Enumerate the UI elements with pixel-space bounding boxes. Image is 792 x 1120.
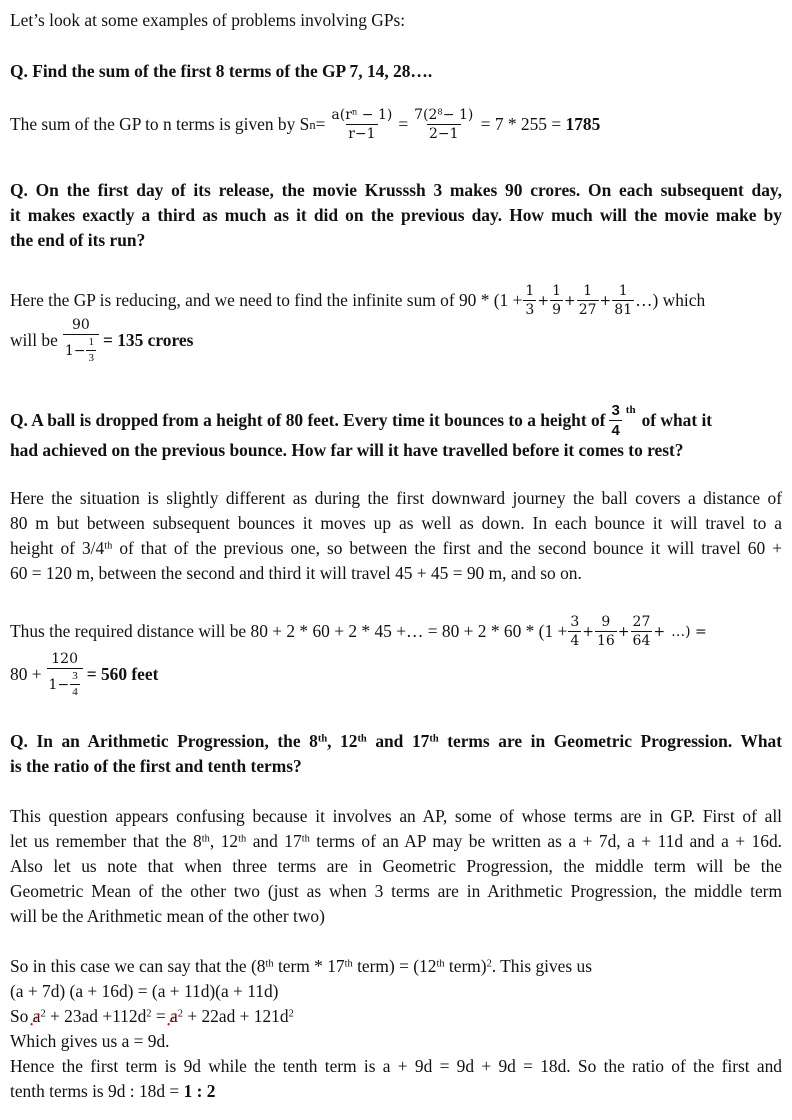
q1-formula-fraction — [329, 108, 394, 141]
q2-frac-2-den: 9 — [552, 302, 561, 318]
q4-s3-a: So — [10, 1006, 33, 1026]
q4-s3-sq-3: 2 — [177, 1008, 183, 1020]
q4-s3-sq-4: 2 — [288, 1008, 294, 1020]
q1-f2-num-a: 7(2 — [414, 107, 438, 123]
q4-solution-line6 — [10, 1083, 215, 1100]
q2-big-num: 90 — [71, 317, 90, 333]
q2-frac-3 — [577, 284, 599, 317]
q3-para3-a: height of 3/4 — [10, 538, 105, 558]
q3-question-line1 — [10, 403, 782, 438]
q4-p2-th-2: th — [238, 833, 247, 845]
q4-question-line2: is the ratio of the first and tenth terms? — [10, 756, 302, 776]
q3-plus-3: + — [653, 623, 666, 640]
q3-thus-suffix: …) = — [671, 623, 707, 640]
q3-nested-den: 4 — [72, 686, 78, 698]
q4-q-a: Q. In an Arithmetic Progression, the 8 — [10, 731, 318, 751]
q1-eq2: = — [398, 113, 409, 134]
q4-s1-a: So in this case we can say that the (8 — [10, 956, 266, 976]
q3-frac-3 — [631, 615, 653, 648]
q4-s6-a: tenth terms is 9d : 18d = — [10, 1081, 184, 1101]
q2-nested-den: 3 — [88, 352, 94, 364]
q3-result: = 560 feet — [86, 664, 159, 685]
q3-para-line3 — [10, 540, 782, 557]
q4-th-3: th — [429, 733, 439, 745]
q3-para-line2: 80 m but between subsequent bounces it moves up as well as down. In each bounce it will travel to a — [10, 513, 782, 533]
q2-question-line2: it makes exactly a third as much as it did on the previous day. How much will the movie make by — [10, 205, 782, 225]
q4-s1-th-2: th — [344, 958, 353, 970]
q4-s3-c: = — [151, 1006, 171, 1026]
q3-big-den-a: 1− — [48, 676, 70, 693]
q2-question-line3: the end of its run? — [10, 230, 146, 250]
q2-frac-3-den: 27 — [578, 302, 597, 318]
q4-solution-line5: Hence the first term is 9d while the tenth term is a + 9d = 9d + 9d = 18d. So the ratio of the first and — [10, 1056, 782, 1076]
q4-para-line5: will be the Arithmetic mean of the other two) — [10, 906, 325, 926]
q4-solution-line1 — [10, 958, 592, 975]
q3-final-prefix: 80 + — [10, 664, 42, 685]
q1-f2-den: 2−1 — [428, 126, 459, 142]
q3-frac-2-num: 9 — [601, 614, 611, 630]
q1-answer: The sum of the GP to n terms is given by S n = $\frac{a(r^n - 1)}{r-1}$ = $\frac{7(2^8- 1)}{2-1}$ = 7 * 255 = 1785 — [10, 106, 601, 142]
q4-p2-c: and 17 — [246, 831, 302, 851]
q4-p2-a: let us remember that the 8 — [10, 831, 202, 851]
q1-f1-num-a: a(r — [331, 107, 352, 123]
q2-frac-1 — [523, 284, 536, 317]
q4-solution-line4: Which gives us a = 9d. — [10, 1031, 170, 1051]
q1-answer-prefix: The sum of the GP to n terms is given by S — [10, 113, 310, 134]
q1-f1-num-sup: n — [351, 106, 358, 117]
q1-f1-den: r−1 — [348, 126, 376, 142]
q4-th-1: th — [317, 733, 328, 745]
q2-plus-1: + — [537, 292, 550, 309]
q2-answer-suffix: …) which — [635, 289, 706, 310]
q3-nested-fraction — [70, 671, 80, 698]
q1-question: Q. Find the sum of the first 8 terms of the GP 7, 14, 28…. — [10, 61, 433, 81]
q3-frac-3-den: 64 — [632, 633, 651, 649]
q2-nested-num: 1 — [88, 336, 94, 348]
q3-para3-sup: th — [104, 540, 113, 552]
q4-p2-d: terms of an AP may be written as a + 7d, a + 11d and a + 16d. — [309, 831, 782, 851]
q4-solution-line2: (a + 7d) (a + 16d) = (a + 11d)(a + 11d) — [10, 981, 279, 1001]
q3-frac-1-den: 4 — [570, 633, 580, 649]
q3-frac-1 — [568, 615, 581, 648]
q4-s3-sq-2: 2 — [146, 1008, 152, 1020]
q2-frac-3-num: 1 — [583, 283, 593, 299]
q3-big-num: 120 — [51, 651, 78, 667]
q2-frac-2-num: 1 — [552, 283, 561, 299]
q3-para3-b: of that of the previous one, so between the first and the second bounce it will travel 60 + — [112, 538, 783, 558]
q4-para-line1: This question appears confusing because it involves an AP, some of whose terms are in GP. First of all — [10, 806, 782, 826]
q4-s1-b: term * 17 — [273, 956, 345, 976]
q4-para-line4: Geometric Mean of the other two (just as when 3 terms are in Arithmetic Progression, the middle term — [10, 881, 782, 901]
q4-s3-sq-1: 2 — [40, 1008, 46, 1020]
q4-s3-a-term-1: a — [32, 1006, 41, 1026]
q4-s1-th-3: th — [436, 958, 445, 970]
q2-frac-4-den: 81 — [614, 302, 633, 318]
q3-para-line4: 60 = 120 m, between the second and third it will travel 45 + 45 = 90 m, and so on. — [10, 563, 582, 583]
q4-q-b: , 12 — [327, 731, 358, 751]
q2-will-be: will be — [10, 330, 58, 351]
q4-s1-d: term) — [444, 956, 487, 976]
q4-s1-th-1: th — [265, 958, 274, 970]
q4-p2-th-1: th — [201, 833, 210, 845]
q1-result: 1785 — [565, 113, 601, 134]
q3-frac-2-den: 16 — [596, 633, 615, 649]
q2-result-fraction — [63, 318, 99, 364]
q4-p2-b: , 12 — [209, 831, 239, 851]
q2-question-line1: Q. On the first day of its release, the movie Krusssh 3 makes 90 crores. On each subsequent day, — [10, 180, 782, 200]
q1-f2-num-b: − 1) — [442, 107, 474, 123]
q2-frac-1-den: 3 — [525, 302, 535, 318]
q4-s1-squared: 2 — [486, 958, 492, 970]
q3-frac-den: 4 — [611, 422, 620, 439]
q3-th: th — [625, 404, 636, 416]
q4-question-line1 — [10, 733, 782, 750]
q3-frac-1-num: 3 — [570, 614, 580, 630]
q2-plus-2: + — [563, 292, 576, 309]
q1-f1-num-b: − 1) — [357, 107, 393, 123]
q1-tail: = 7 * 255 = — [476, 113, 566, 134]
q2-plus-3: + — [599, 292, 612, 309]
cancelled-a-squared-left — [33, 1008, 46, 1025]
q1-f2-num-sup: 8 — [437, 106, 443, 117]
q3-three-quarters — [609, 403, 621, 438]
q3-frac-num: 3 — [611, 402, 620, 419]
q4-s3-a-term-2: a — [170, 1006, 178, 1026]
q3-result-fraction — [47, 652, 83, 698]
q2-frac-2 — [550, 284, 563, 317]
q3-q-b: of what it — [641, 409, 713, 430]
q1-value-fraction — [412, 108, 475, 141]
q2-answer-line2 — [10, 318, 193, 364]
q3-plus-2: + — [617, 623, 630, 640]
q3-thus-prefix: Thus the required distance will be 80 + 2 * 60 + 2 * 45 +… = 80 + 2 * 60 * (1 + — [10, 620, 568, 641]
q4-th-2: th — [357, 733, 367, 745]
q3-frac-3-num: 27 — [632, 614, 651, 630]
q4-para-line2 — [10, 833, 782, 850]
intro-text: Let’s look at some examples of problems involving GPs: — [10, 10, 406, 30]
q3-q-a: Q. A ball is dropped from a height of 80 feet. Every time it bounces to a height of — [10, 409, 606, 430]
q4-q-c: and 17 — [366, 731, 430, 751]
q4-s3-b: + 23ad +112d — [45, 1006, 147, 1026]
q2-result: = 135 crores — [102, 330, 194, 351]
q4-s1-e: . This gives us — [491, 956, 592, 976]
q3-final-line — [10, 652, 158, 698]
q2-frac-1-num: 1 — [525, 283, 535, 299]
q3-para-line1: Here the situation is slightly different as during the first downward journey the ball covers a distance of — [10, 488, 782, 508]
q2-nested-fraction — [86, 337, 96, 364]
q4-s1-c: term) = (12 — [352, 956, 437, 976]
q4-para-line3: Also let us note that when three terms are in Geometric Progression, the middle term will be the — [10, 856, 782, 876]
q3-question-line2: had achieved on the previous bounce. How far will it have travelled before it comes to rest? — [10, 440, 684, 460]
q3-thus-line — [10, 615, 782, 648]
q3-nested-num: 3 — [72, 670, 78, 682]
cancelled-a-squared-right — [170, 1008, 183, 1025]
q3-frac-2 — [595, 615, 617, 648]
q2-frac-4 — [612, 284, 634, 317]
q3-plus-1: + — [582, 623, 594, 640]
q4-final-ratio: 1 : 2 — [183, 1081, 216, 1101]
q4-solution-line3 — [10, 1008, 294, 1025]
q2-answer-prefix: Here the GP is reducing, and we need to find the infinite sum of 90 * (1 + — [10, 289, 523, 310]
q2-big-den-a: 1− — [64, 342, 86, 359]
q2-frac-4-num: 1 — [618, 283, 628, 299]
q2-answer-line1 — [10, 284, 782, 317]
q4-q-d: terms are in Geometric Progression. What — [438, 731, 782, 751]
q4-s3-d: + 22ad + 121d — [182, 1006, 289, 1026]
q4-p2-th-3: th — [301, 833, 310, 845]
q1-eq: = — [315, 113, 326, 134]
